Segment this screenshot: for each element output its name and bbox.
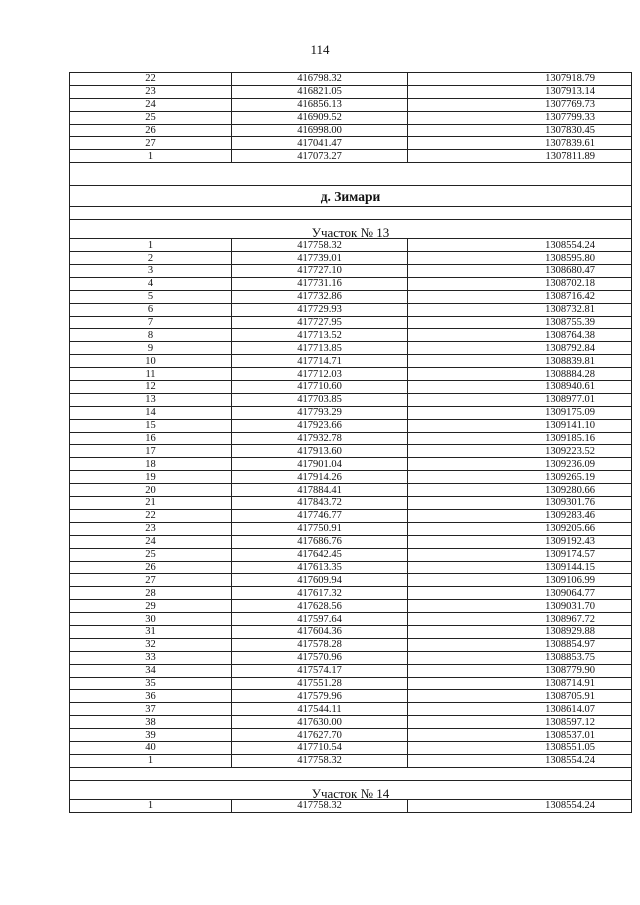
y-coordinate-cell: 1309031.70	[408, 600, 632, 613]
x-coordinate-cell: 417727.10	[232, 265, 408, 278]
table-row	[70, 799, 632, 812]
x-coordinate-cell: 417758.32	[232, 754, 408, 767]
point-number-cell: 35	[70, 677, 232, 690]
table-row	[70, 290, 632, 303]
point-number-cell: 1	[70, 150, 232, 163]
y-coordinate-cell: 1309175.09	[408, 406, 632, 419]
table-row	[70, 484, 632, 497]
x-coordinate-cell: 416998.00	[232, 124, 408, 137]
point-number-cell: 37	[70, 703, 232, 716]
point-number-cell: 26	[70, 561, 232, 574]
y-coordinate-cell: 1308554.24	[408, 239, 632, 252]
y-coordinate-cell: 1309280.66	[408, 484, 632, 497]
point-number-cell: 1	[70, 239, 232, 252]
y-coordinate-cell: 1309192.43	[408, 535, 632, 548]
x-coordinate-cell: 417714.71	[232, 355, 408, 368]
plot-14-title-row	[70, 780, 632, 799]
table-row	[70, 239, 632, 252]
point-number-cell: 24	[70, 535, 232, 548]
table-row	[70, 741, 632, 754]
coordinates-table	[69, 72, 632, 813]
plot-13-title-row	[70, 220, 632, 239]
x-coordinate-cell: 416856.13	[232, 98, 408, 111]
point-number-cell: 4	[70, 277, 232, 290]
y-coordinate-cell: 1308597.12	[408, 716, 632, 729]
table-row	[70, 754, 632, 767]
y-coordinate-cell: 1309174.57	[408, 548, 632, 561]
table-row	[70, 471, 632, 484]
y-coordinate-cell: 1308779.90	[408, 664, 632, 677]
point-number-cell: 22	[70, 73, 232, 86]
point-number-cell: 32	[70, 638, 232, 651]
x-coordinate-cell: 417613.35	[232, 561, 408, 574]
point-number-cell: 23	[70, 85, 232, 98]
y-coordinate-cell: 1308929.88	[408, 625, 632, 638]
y-coordinate-cell: 1308714.91	[408, 677, 632, 690]
x-coordinate-cell: 417713.52	[232, 329, 408, 342]
point-number-cell: 17	[70, 445, 232, 458]
point-number-cell: 16	[70, 432, 232, 445]
y-coordinate-cell: 1308705.91	[408, 690, 632, 703]
table-row	[70, 703, 632, 716]
y-coordinate-cell: 1307918.79	[408, 73, 632, 86]
x-coordinate-cell: 417628.56	[232, 600, 408, 613]
table-row	[70, 150, 632, 163]
y-coordinate-cell: 1309265.19	[408, 471, 632, 484]
table-row	[70, 303, 632, 316]
table-row	[70, 561, 632, 574]
spacer-cell-row	[70, 163, 632, 186]
x-coordinate-cell: 417758.32	[232, 799, 408, 812]
point-number-cell: 5	[70, 290, 232, 303]
table-row	[70, 535, 632, 548]
x-coordinate-cell: 417739.01	[232, 252, 408, 265]
x-coordinate-cell: 417913.60	[232, 445, 408, 458]
point-number-cell: 23	[70, 522, 232, 535]
table-row	[70, 677, 632, 690]
x-coordinate-cell: 417579.96	[232, 690, 408, 703]
table-row	[70, 355, 632, 368]
point-number-cell: 2	[70, 252, 232, 265]
spacer-cell-row	[70, 767, 632, 780]
point-number-cell: 27	[70, 574, 232, 587]
point-number-cell: 25	[70, 548, 232, 561]
point-number-cell: 6	[70, 303, 232, 316]
table-row	[70, 73, 632, 86]
table-row	[70, 329, 632, 342]
y-coordinate-cell: 1308764.38	[408, 329, 632, 342]
point-number-cell: 26	[70, 124, 232, 137]
spacer-cell-row	[70, 207, 632, 220]
point-number-cell: 13	[70, 393, 232, 406]
y-coordinate-cell: 1309283.46	[408, 509, 632, 522]
point-number-cell: 38	[70, 716, 232, 729]
table-row	[70, 393, 632, 406]
point-number-cell: 27	[70, 137, 232, 150]
point-number-cell: 3	[70, 265, 232, 278]
x-coordinate-cell: 417578.28	[232, 638, 408, 651]
point-number-cell: 15	[70, 419, 232, 432]
y-coordinate-cell: 1308792.84	[408, 342, 632, 355]
table-row	[70, 651, 632, 664]
x-coordinate-cell: 416798.32	[232, 73, 408, 86]
y-coordinate-cell: 1308853.75	[408, 651, 632, 664]
x-coordinate-cell: 417750.91	[232, 522, 408, 535]
y-coordinate-cell: 1308732.81	[408, 303, 632, 316]
point-number-cell: 39	[70, 729, 232, 742]
point-number-cell: 30	[70, 613, 232, 626]
point-number-cell: 33	[70, 651, 232, 664]
y-coordinate-cell: 1307811.89	[408, 150, 632, 163]
y-coordinate-cell: 1308977.01	[408, 393, 632, 406]
y-coordinate-cell: 1309236.09	[408, 458, 632, 471]
x-coordinate-cell: 417604.36	[232, 625, 408, 638]
y-coordinate-cell: 1308940.61	[408, 381, 632, 394]
table-row	[70, 690, 632, 703]
table-row	[70, 445, 632, 458]
y-coordinate-cell: 1308554.24	[408, 754, 632, 767]
x-coordinate-cell: 417758.32	[232, 239, 408, 252]
y-coordinate-cell: 1307769.73	[408, 98, 632, 111]
point-number-cell: 9	[70, 342, 232, 355]
table-row	[70, 458, 632, 471]
x-coordinate-cell: 417041.47	[232, 137, 408, 150]
x-coordinate-cell: 417914.26	[232, 471, 408, 484]
y-coordinate-cell: 1307799.33	[408, 111, 632, 124]
x-coordinate-cell: 417901.04	[232, 458, 408, 471]
point-number-cell: 34	[70, 664, 232, 677]
x-coordinate-cell: 417731.16	[232, 277, 408, 290]
y-coordinate-cell: 1308854.97	[408, 638, 632, 651]
table-row	[70, 509, 632, 522]
x-coordinate-cell: 416821.05	[232, 85, 408, 98]
x-coordinate-cell: 417713.85	[232, 342, 408, 355]
point-number-cell: 10	[70, 355, 232, 368]
table-row	[70, 277, 632, 290]
y-coordinate-cell: 1307830.45	[408, 124, 632, 137]
point-number-cell: 20	[70, 484, 232, 497]
table-row	[70, 85, 632, 98]
point-number-cell: 7	[70, 316, 232, 329]
x-coordinate-cell: 417710.60	[232, 381, 408, 394]
point-number-cell: 24	[70, 98, 232, 111]
x-coordinate-cell: 417729.93	[232, 303, 408, 316]
spacer-cell	[70, 163, 632, 186]
x-coordinate-cell: 417923.66	[232, 419, 408, 432]
point-number-cell: 22	[70, 509, 232, 522]
y-coordinate-cell: 1309141.10	[408, 419, 632, 432]
y-coordinate-cell: 1308716.42	[408, 290, 632, 303]
x-coordinate-cell: 417703.85	[232, 393, 408, 406]
table-row	[70, 625, 632, 638]
x-coordinate-cell: 417746.77	[232, 509, 408, 522]
y-coordinate-cell: 1309223.52	[408, 445, 632, 458]
table-row	[70, 716, 632, 729]
y-coordinate-cell: 1308614.07	[408, 703, 632, 716]
x-coordinate-cell: 417712.03	[232, 368, 408, 381]
x-coordinate-cell: 417551.28	[232, 677, 408, 690]
point-number-cell: 28	[70, 587, 232, 600]
table-row	[70, 522, 632, 535]
table-row	[70, 368, 632, 381]
point-number-cell: 11	[70, 368, 232, 381]
y-coordinate-cell: 1308702.18	[408, 277, 632, 290]
y-coordinate-cell: 1308595.80	[408, 252, 632, 265]
point-number-cell: 25	[70, 111, 232, 124]
table-row	[70, 432, 632, 445]
page-number: 114	[310, 42, 330, 57]
x-coordinate-cell: 417686.76	[232, 535, 408, 548]
y-coordinate-cell: 1309106.99	[408, 574, 632, 587]
point-number-cell: 36	[70, 690, 232, 703]
x-coordinate-cell: 417073.27	[232, 150, 408, 163]
table-row	[70, 265, 632, 278]
y-coordinate-cell: 1309064.77	[408, 587, 632, 600]
y-coordinate-cell: 1309185.16	[408, 432, 632, 445]
table-row	[70, 548, 632, 561]
village-title-row	[70, 186, 632, 207]
spacer-cell	[70, 207, 632, 220]
x-coordinate-cell: 417932.78	[232, 432, 408, 445]
y-coordinate-cell: 1308680.47	[408, 265, 632, 278]
y-coordinate-cell: 1308884.28	[408, 368, 632, 381]
table-row	[70, 111, 632, 124]
y-coordinate-cell: 1309301.76	[408, 497, 632, 510]
table-row	[70, 381, 632, 394]
village-title: д. Зимари	[70, 186, 632, 207]
x-coordinate-cell: 417884.41	[232, 484, 408, 497]
y-coordinate-cell: 1308551.05	[408, 741, 632, 754]
table-row	[70, 406, 632, 419]
x-coordinate-cell: 417727.95	[232, 316, 408, 329]
point-number-cell: 12	[70, 381, 232, 394]
y-coordinate-cell: 1309205.66	[408, 522, 632, 535]
table-row	[70, 419, 632, 432]
y-coordinate-cell: 1307913.14	[408, 85, 632, 98]
x-coordinate-cell: 417609.94	[232, 574, 408, 587]
y-coordinate-cell: 1309144.15	[408, 561, 632, 574]
table-row	[70, 252, 632, 265]
point-number-cell: 19	[70, 471, 232, 484]
table-row	[70, 316, 632, 329]
x-coordinate-cell: 417642.45	[232, 548, 408, 561]
table-row	[70, 124, 632, 137]
point-number-cell: 1	[70, 754, 232, 767]
x-coordinate-cell: 417630.00	[232, 716, 408, 729]
table-row	[70, 497, 632, 510]
x-coordinate-cell: 417574.17	[232, 664, 408, 677]
y-coordinate-cell: 1308839.81	[408, 355, 632, 368]
x-coordinate-cell: 417793.29	[232, 406, 408, 419]
point-number-cell: 29	[70, 600, 232, 613]
table-row	[70, 664, 632, 677]
point-number-cell: 31	[70, 625, 232, 638]
x-coordinate-cell: 417843.72	[232, 497, 408, 510]
point-number-cell: 18	[70, 458, 232, 471]
x-coordinate-cell: 417617.32	[232, 587, 408, 600]
x-coordinate-cell: 416909.52	[232, 111, 408, 124]
y-coordinate-cell: 1308537.01	[408, 729, 632, 742]
y-coordinate-cell: 1308755.39	[408, 316, 632, 329]
x-coordinate-cell: 417544.11	[232, 703, 408, 716]
x-coordinate-cell: 417732.86	[232, 290, 408, 303]
table-row	[70, 729, 632, 742]
plot-13-title: Участок № 13	[70, 220, 632, 239]
point-number-cell: 1	[70, 799, 232, 812]
y-coordinate-cell: 1308967.72	[408, 613, 632, 626]
x-coordinate-cell: 417710.54	[232, 741, 408, 754]
table-row	[70, 587, 632, 600]
plot-14-title: Участок № 14	[70, 780, 632, 799]
spacer-cell	[70, 767, 632, 780]
x-coordinate-cell: 417570.96	[232, 651, 408, 664]
table-row	[70, 574, 632, 587]
table-row	[70, 600, 632, 613]
point-number-cell: 40	[70, 741, 232, 754]
y-coordinate-cell: 1307839.61	[408, 137, 632, 150]
table-row	[70, 98, 632, 111]
point-number-cell: 21	[70, 497, 232, 510]
table-row	[70, 613, 632, 626]
coordinates-table-body	[70, 73, 632, 813]
point-number-cell: 14	[70, 406, 232, 419]
table-row	[70, 638, 632, 651]
table-row	[70, 137, 632, 150]
x-coordinate-cell: 417627.70	[232, 729, 408, 742]
point-number-cell: 8	[70, 329, 232, 342]
y-coordinate-cell: 1308554.24	[408, 799, 632, 812]
x-coordinate-cell: 417597.64	[232, 613, 408, 626]
table-row	[70, 342, 632, 355]
